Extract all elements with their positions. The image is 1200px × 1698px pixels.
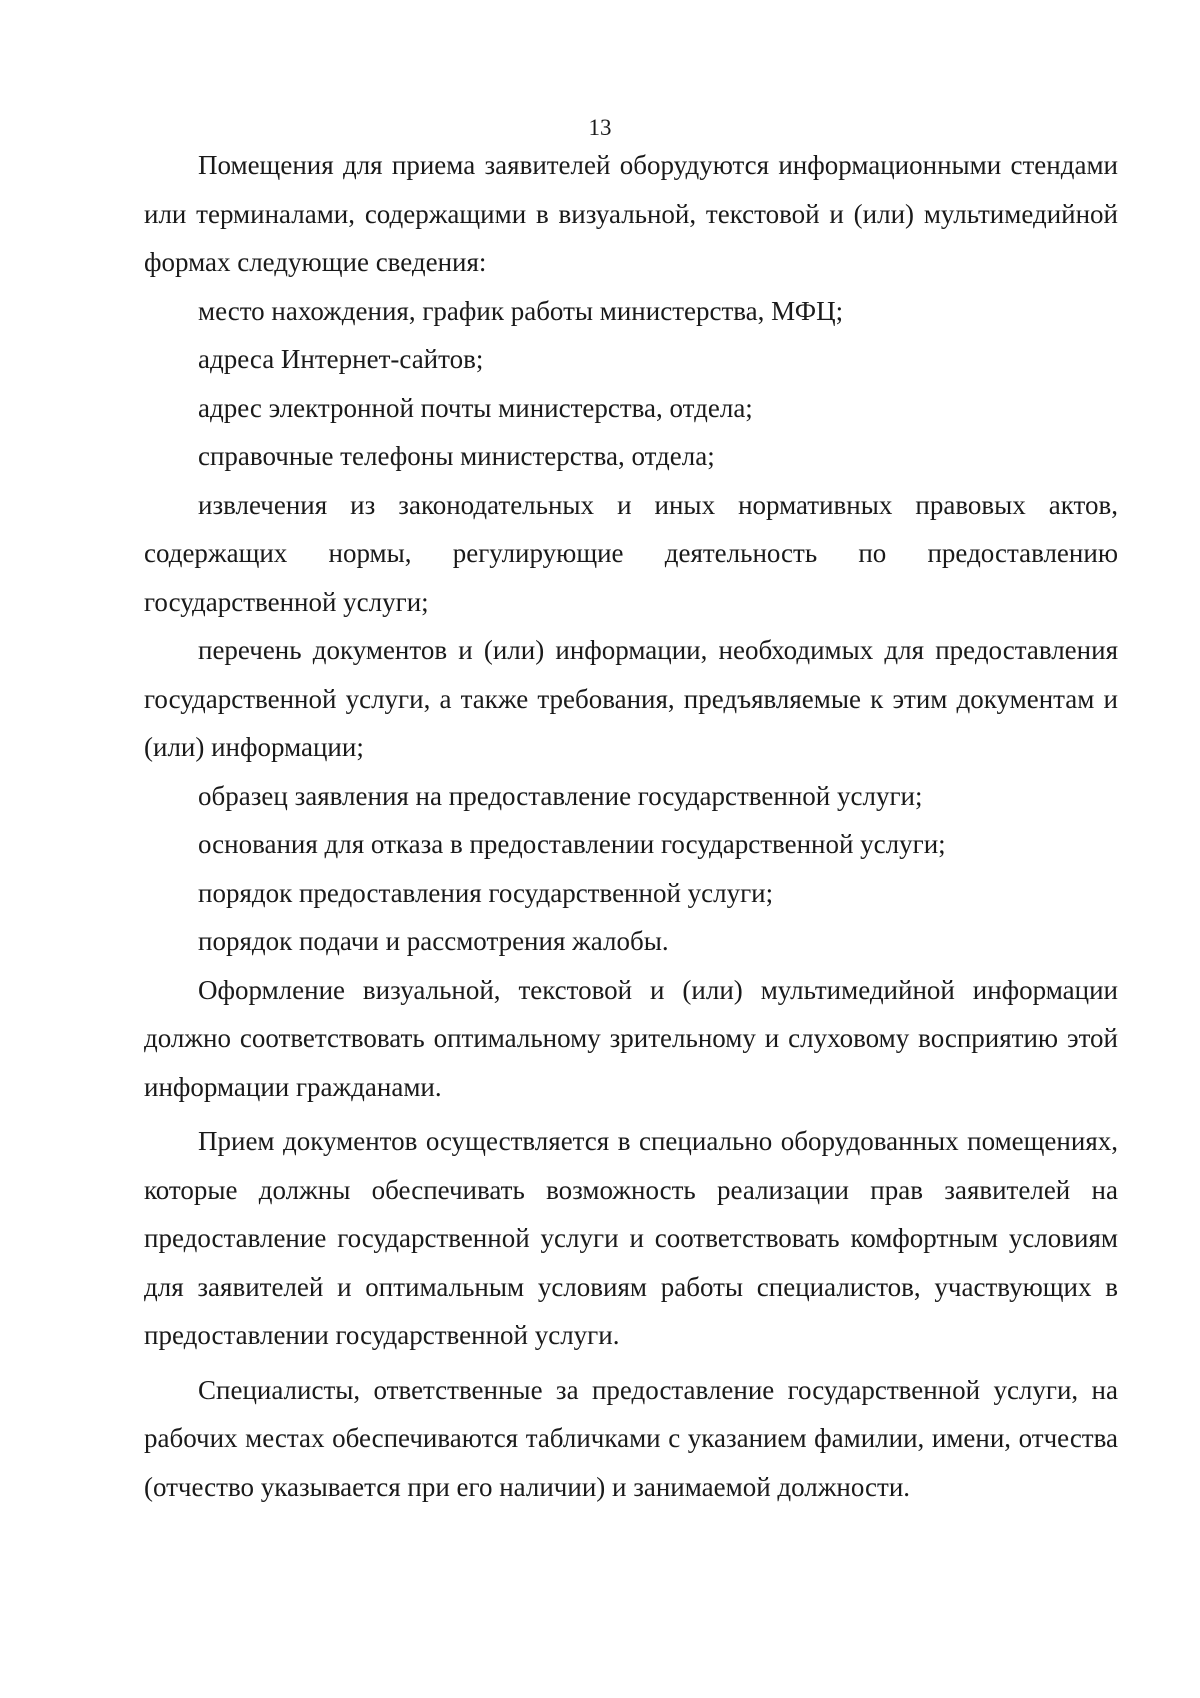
list-item-email: адрес электронной почты министерства, отдела; (198, 392, 753, 423)
paragraph-information-design: Оформление визуальной, текстовой и (или) мультимедийной информации должно соответствовать оптимальному зрительному и слуховому восприятию этой информации гражданами. (144, 974, 1118, 1102)
page-number: 13 (588, 115, 612, 140)
list-item-complaint-procedure: порядок подачи и рассмотрения жалобы. (198, 926, 669, 956)
list-item-location-schedule: место нахождения, график работы министерства, МФЦ; (198, 295, 844, 326)
list-item-websites: адреса Интернет-сайтов; (198, 344, 484, 374)
list-item-phones: справочные телефоны министерства, отдела; (198, 441, 715, 471)
list-item-document-list: перечень документов и (или) информации, необходимых для предоставления государственной услуги, а также требования, предъявляемые к этим документам и (или) информации; (144, 635, 1118, 762)
paragraph-information-stands: Помещения для приема заявителей оборудуются информационными стендами или терминалами, содержащими в визуальной, текстовой и (или) мультимедийной формах следующие сведения: (144, 150, 1118, 277)
list-item-application-sample: образец заявления на предоставление государственной услуги; (198, 780, 923, 811)
paragraph-document-reception: Прием документов осуществляется в специально оборудованных помещениях, которые должны обеспечивать возможность реализации прав заявителей на предоставление государственной услуги и соответствовать комфортным условиям для заявителей и оптимальным условиям работы специалистов, участвующих в предоставлении государственной услуги. (144, 1126, 1118, 1350)
document-body (144, 141, 1118, 1511)
paragraph-specialists-nameplates: Специалисты, ответственные за предоставление государственной услуги, на рабочих местах обеспечиваются табличками с указанием фамилии, имени, отчества (отчество указывается при его наличии) и занимаемой должности. (144, 1374, 1118, 1502)
list-item-legal-extracts: извлечения из законодательных и иных нормативных правовых актов, содержащих нормы, регулирующие деятельность по предоставлению государственной услуги; (144, 489, 1118, 617)
list-item-refusal-grounds: основания для отказа в предоставлении государственной услуги; (198, 829, 946, 859)
list-item-service-procedure: порядок предоставления государственной услуги; (198, 877, 774, 908)
